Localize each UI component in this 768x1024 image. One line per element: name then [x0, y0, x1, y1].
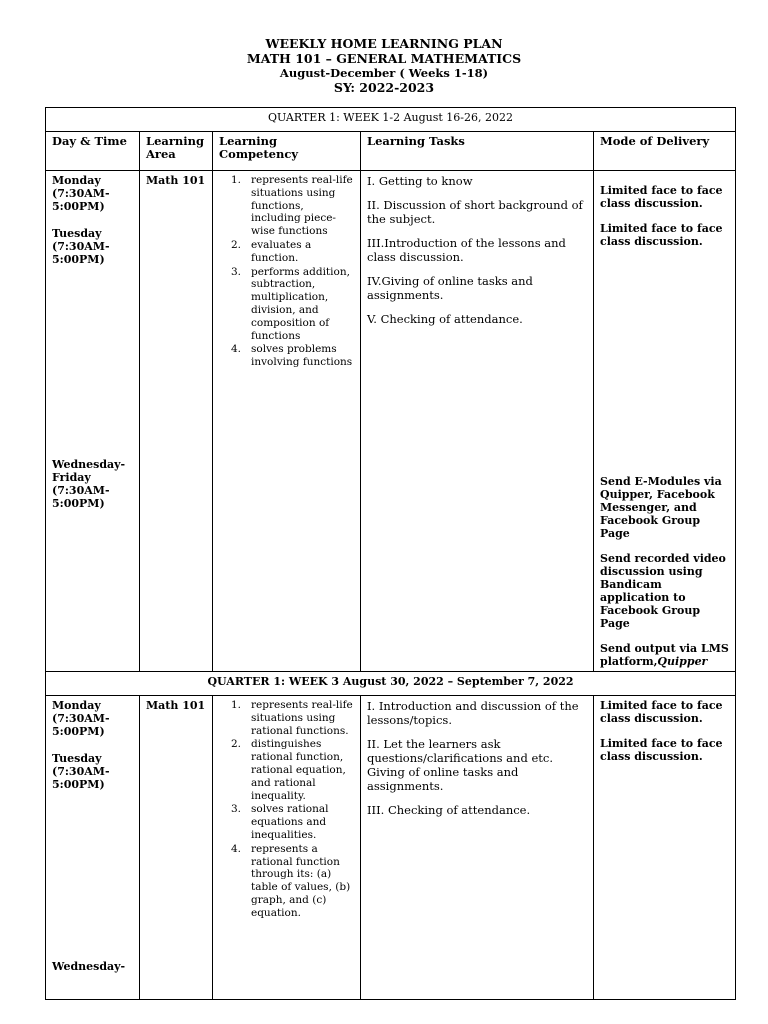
competency-list [219, 174, 354, 369]
mode-item: Limited face to face class discussion. [600, 699, 723, 725]
column-header-row [46, 132, 736, 171]
task-item: II. Discussion of short background of the subject. [367, 198, 583, 226]
school-year: SY: 2022-2023 [333, 80, 435, 95]
plan-title: WEEKLY HOME LEARNING PLAN [265, 36, 503, 51]
learning-area-cell: Math 101 [140, 696, 213, 1000]
day-time-cell [46, 171, 140, 672]
list-item: 4. solves problems involving functions [230, 343, 353, 369]
course-title: MATH 101 – GENERAL MATHEMATICS [246, 51, 522, 66]
task-item: III. Checking of attendance. [367, 803, 531, 817]
quarter-heading-row [46, 108, 736, 132]
column-header-tasks: Learning Tasks [361, 132, 594, 171]
mode-item: Limited face to face class discussion. [600, 222, 723, 248]
mode-item-lms: Send output via LMS platform,Quipper [600, 642, 729, 668]
list-item: 1. represents real-life situations using functions, including piece-wise functions [230, 174, 353, 238]
tasks-cell [361, 696, 594, 1000]
table-row [46, 696, 736, 1000]
task-item: IV.Giving of online tasks and assignments. [367, 274, 533, 302]
list-item: 1. represents real-life situations using rational functions. [230, 699, 353, 737]
quarter-heading-row [46, 672, 736, 696]
column-header-competency: Learning Competency [213, 132, 361, 171]
page-header [0, 36, 768, 95]
term-range: August-December ( Weeks 1-18) [279, 66, 489, 80]
list-item: 3. performs addition, subtraction, multiplication, division, and composition of functions [230, 265, 350, 342]
day-wednesday-friday: Wednesday-Friday (7:30AM-5:00PM) [52, 458, 126, 510]
task-item: III.Introduction of the lessons and class discussion. [367, 236, 566, 264]
list-item: 4. represents a rational function through its: (a) table of values, (b) graph, and (c) equation. [230, 842, 351, 919]
mode-item: Limited face to face class discussion. [600, 737, 723, 763]
column-header-mode: Mode of Delivery [594, 132, 736, 171]
competency-cell [213, 171, 361, 672]
list-item: 3. solves rational equations and inequalities. [230, 803, 329, 841]
column-header-day: Day & Time [46, 132, 140, 171]
tasks-cell [361, 171, 594, 672]
learning-area-cell: Math 101 [140, 171, 213, 672]
mode-item: Send recorded video discussion using Bandicam application to Facebook Group Page [600, 552, 726, 630]
learning-plan-table [45, 107, 736, 1000]
list-item: 2. evaluates a function. [230, 238, 312, 264]
day-tuesday: Tuesday (7:30AM-5:00PM) [52, 227, 110, 266]
mode-item: Limited face to face class discussion. [600, 184, 723, 210]
quarter-heading: QUARTER 1: WEEK 3 August 30, 2022 – September 7, 2022 [46, 672, 736, 696]
table-row [46, 171, 736, 672]
day-wednesday: Wednesday- [52, 960, 126, 973]
task-item: II. Let the learners ask questions/clarifications and etc. Giving of online tasks and assignments. [367, 737, 553, 793]
competency-list [219, 699, 354, 920]
mode-item: Send E-Modules via Quipper, Facebook Messenger, and Facebook Group Page [600, 475, 722, 540]
day-tuesday: Tuesday (7:30AM-5:00PM) [52, 752, 110, 791]
mode-cell [594, 171, 736, 672]
quarter-heading: QUARTER 1: WEEK 1-2 August 16-26, 2022 [46, 108, 736, 132]
competency-cell [213, 696, 361, 1000]
list-item: 2. distinguishes rational function, rational equation, and rational inequality. [230, 738, 346, 802]
day-time-cell [46, 696, 140, 1000]
mode-cell [594, 696, 736, 1000]
task-item: V. Checking of attendance. [367, 312, 523, 326]
day-monday: Monday (7:30AM-5:00PM) [52, 699, 110, 738]
column-header-area: Learning Area [140, 132, 213, 171]
task-item: I. Getting to know [367, 174, 473, 188]
task-item: I. Introduction and discussion of the lessons/topics. [367, 699, 579, 727]
day-monday: Monday (7:30AM-5:00PM) [52, 174, 110, 213]
